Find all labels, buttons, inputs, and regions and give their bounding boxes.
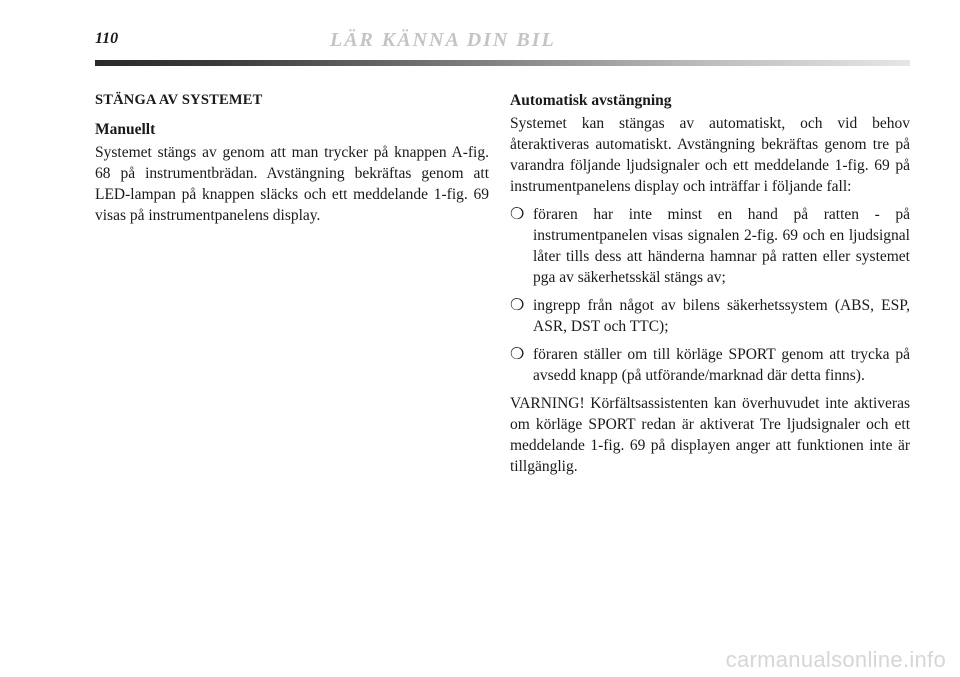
bullet-circle-icon: ❍: [510, 297, 525, 314]
bullet-circle-icon: ❍: [510, 206, 525, 223]
manual-paragraph: Systemet stängs av genom att man trycker på knappen A-fig. 68 på instrumentbrädan. Avstängning bekräftas genom att LED-lampan på knappen släcks och ett meddelande 1-fig. 69 visas på instrumentpanelens display.: [95, 144, 489, 224]
bullet-circle-icon: ❍: [510, 346, 525, 363]
list-item-text: ingrepp från något av bilens säkerhetssystem (ABS, ESP, ASR, DST och TTC);: [533, 297, 910, 335]
warning-paragraph: VARNING! Körfältsassistenten kan överhuvudet inte aktiveras om körläge SPORT redan är aktiverat Tre ljudsignaler och ett meddelande 1-fig. 69 på displayen anger att funktionen inte är tillgänglig.: [510, 395, 910, 475]
page-number: 110: [95, 30, 119, 47]
list-item-text: föraren ställer om till körläge SPORT genom att trycka på avsedd knapp (på utförande/marknad där detta finns).: [533, 346, 910, 384]
section-heading: STÄNGA AV SYSTEMET: [95, 92, 263, 108]
list-item: [510, 295, 910, 337]
list-item: [510, 344, 910, 386]
watermark: carmanualsonline.info: [725, 647, 946, 672]
list-item-text: föraren har inte minst en hand på ratten - på instrumentpanelen visas signalen 2-fig. 69 och en ljudsignal låter tills dess att händerna hamnar på ratten eller systemet pga av säkerhetsskäl stängs av;: [533, 206, 910, 286]
automatic-intro: Systemet kan stängas av automatiskt, och vid behov återaktiveras automatiskt. Avstängning bekräftas genom tre på varandra följande ljudsignaler och ett meddelande 1-fig. 69 på instrumentpanelens display och inträffar i följande fall:: [510, 115, 910, 195]
manual-subheading: Manuellt: [95, 121, 156, 138]
right-column: [510, 90, 910, 484]
left-column: [95, 90, 489, 233]
running-head: LÄR KÄNNA DIN BIL: [330, 29, 556, 51]
condition-list: [510, 204, 910, 386]
list-item: [510, 204, 910, 288]
header-rule: [95, 60, 910, 66]
automatic-subheading: Automatisk avstängning: [510, 92, 672, 109]
